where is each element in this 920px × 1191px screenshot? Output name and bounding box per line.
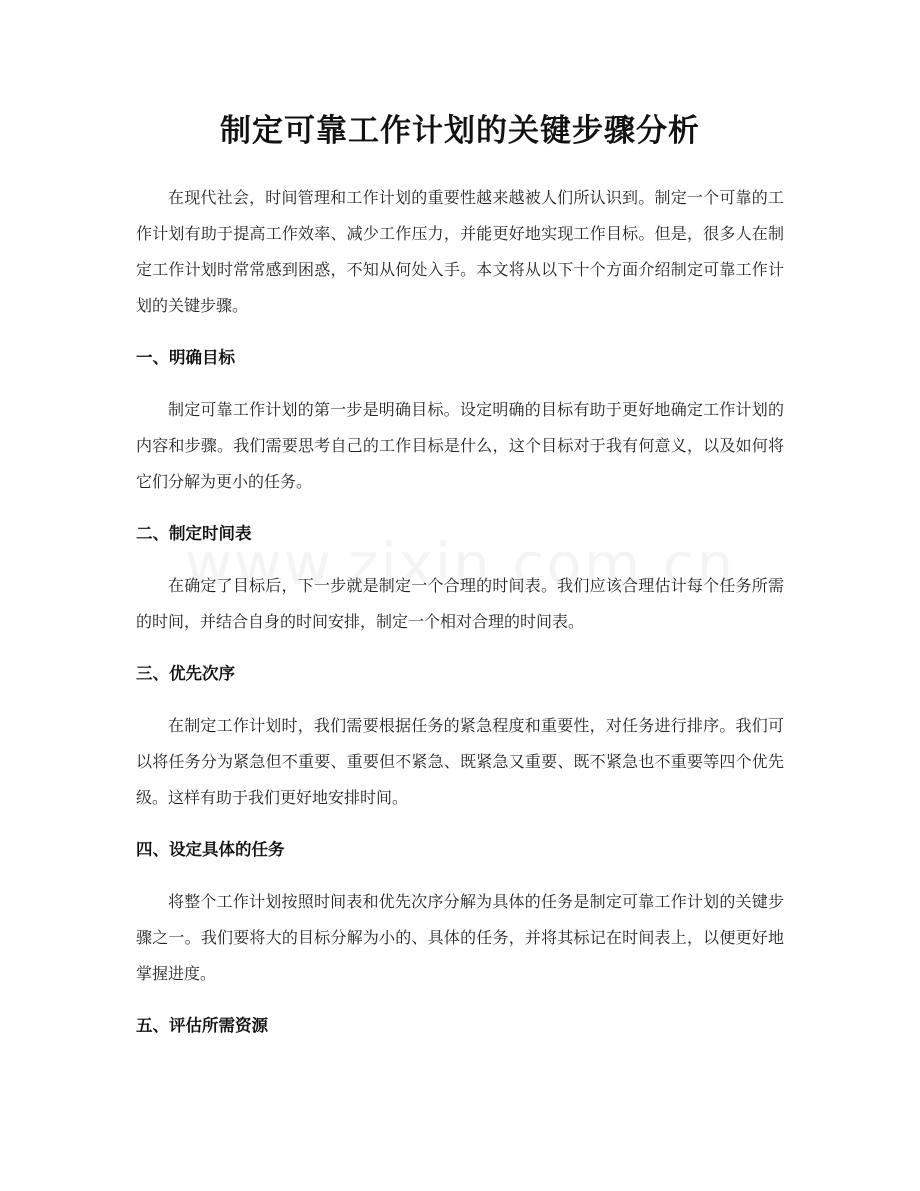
spacer: [136, 376, 784, 392]
section-paragraph: 在制定工作计划时，我们需要根据任务的紧急程度和重要性，对任务进行排序。我们可以将任务分为紧急但不重要、重要但不紧急、既紧急又重要、既不紧急也不重要等四个优先级。这样有助于我们更好地安排时间。: [136, 716, 784, 807]
spacer: [136, 324, 784, 340]
section-heading: 五、评估所需资源: [136, 1016, 268, 1035]
spacer: [136, 692, 784, 708]
intro-paragraph: 在现代社会，时间管理和工作计划的重要性越来越被人们所认识到。制定一个可靠的工作计划有助于提高工作效率、减少工作压力，并能更好地实现工作目标。但是，很多人在制定工作计划时常常感到困惑，不知从何处入手。本文将从以下十个方面介绍制定可靠工作计划的关键步骤。: [136, 188, 784, 315]
spacer: [136, 640, 784, 656]
section-heading: 四、设定具体的任务: [136, 840, 285, 859]
section-heading: 二、制定时间表: [136, 524, 252, 543]
spacer: [136, 992, 784, 1008]
section-paragraph: 制定可靠工作计划的第一步是明确目标。设定明确的目标有助于更好地确定工作计划的内容和步骤。我们需要思考自己的工作目标是什么，这个目标对于我有何意义，以及如何将它们分解为更小的任务。: [136, 400, 784, 491]
section-paragraph: 在确定了目标后，下一步就是制定一个合理的时间表。我们应该合理估计每个任务所需的时间，并结合自身的时间安排，制定一个相对合理的时间表。: [136, 576, 784, 631]
section-3: [136, 656, 784, 832]
section-4: [136, 832, 784, 1008]
section-5: [136, 1008, 784, 1044]
spacer: [136, 816, 784, 832]
section-heading: 一、明确目标: [136, 348, 235, 367]
spacer: [136, 868, 784, 884]
spacer: [136, 552, 784, 568]
document-body: [136, 180, 784, 1044]
section-2: [136, 516, 784, 656]
section-heading: 三、优先次序: [136, 664, 235, 683]
section-1: [136, 340, 784, 516]
document-title: 制定可靠工作计划的关键步骤分析: [220, 113, 700, 149]
section-paragraph: 将整个工作计划按照时间表和优先次序分解为具体的任务是制定可靠工作计划的关键步骤之一。我们要将大的目标分解为小的、具体的任务，并将其标记在时间表上，以便更好地掌握进度。: [136, 892, 784, 983]
spacer: [136, 500, 784, 516]
